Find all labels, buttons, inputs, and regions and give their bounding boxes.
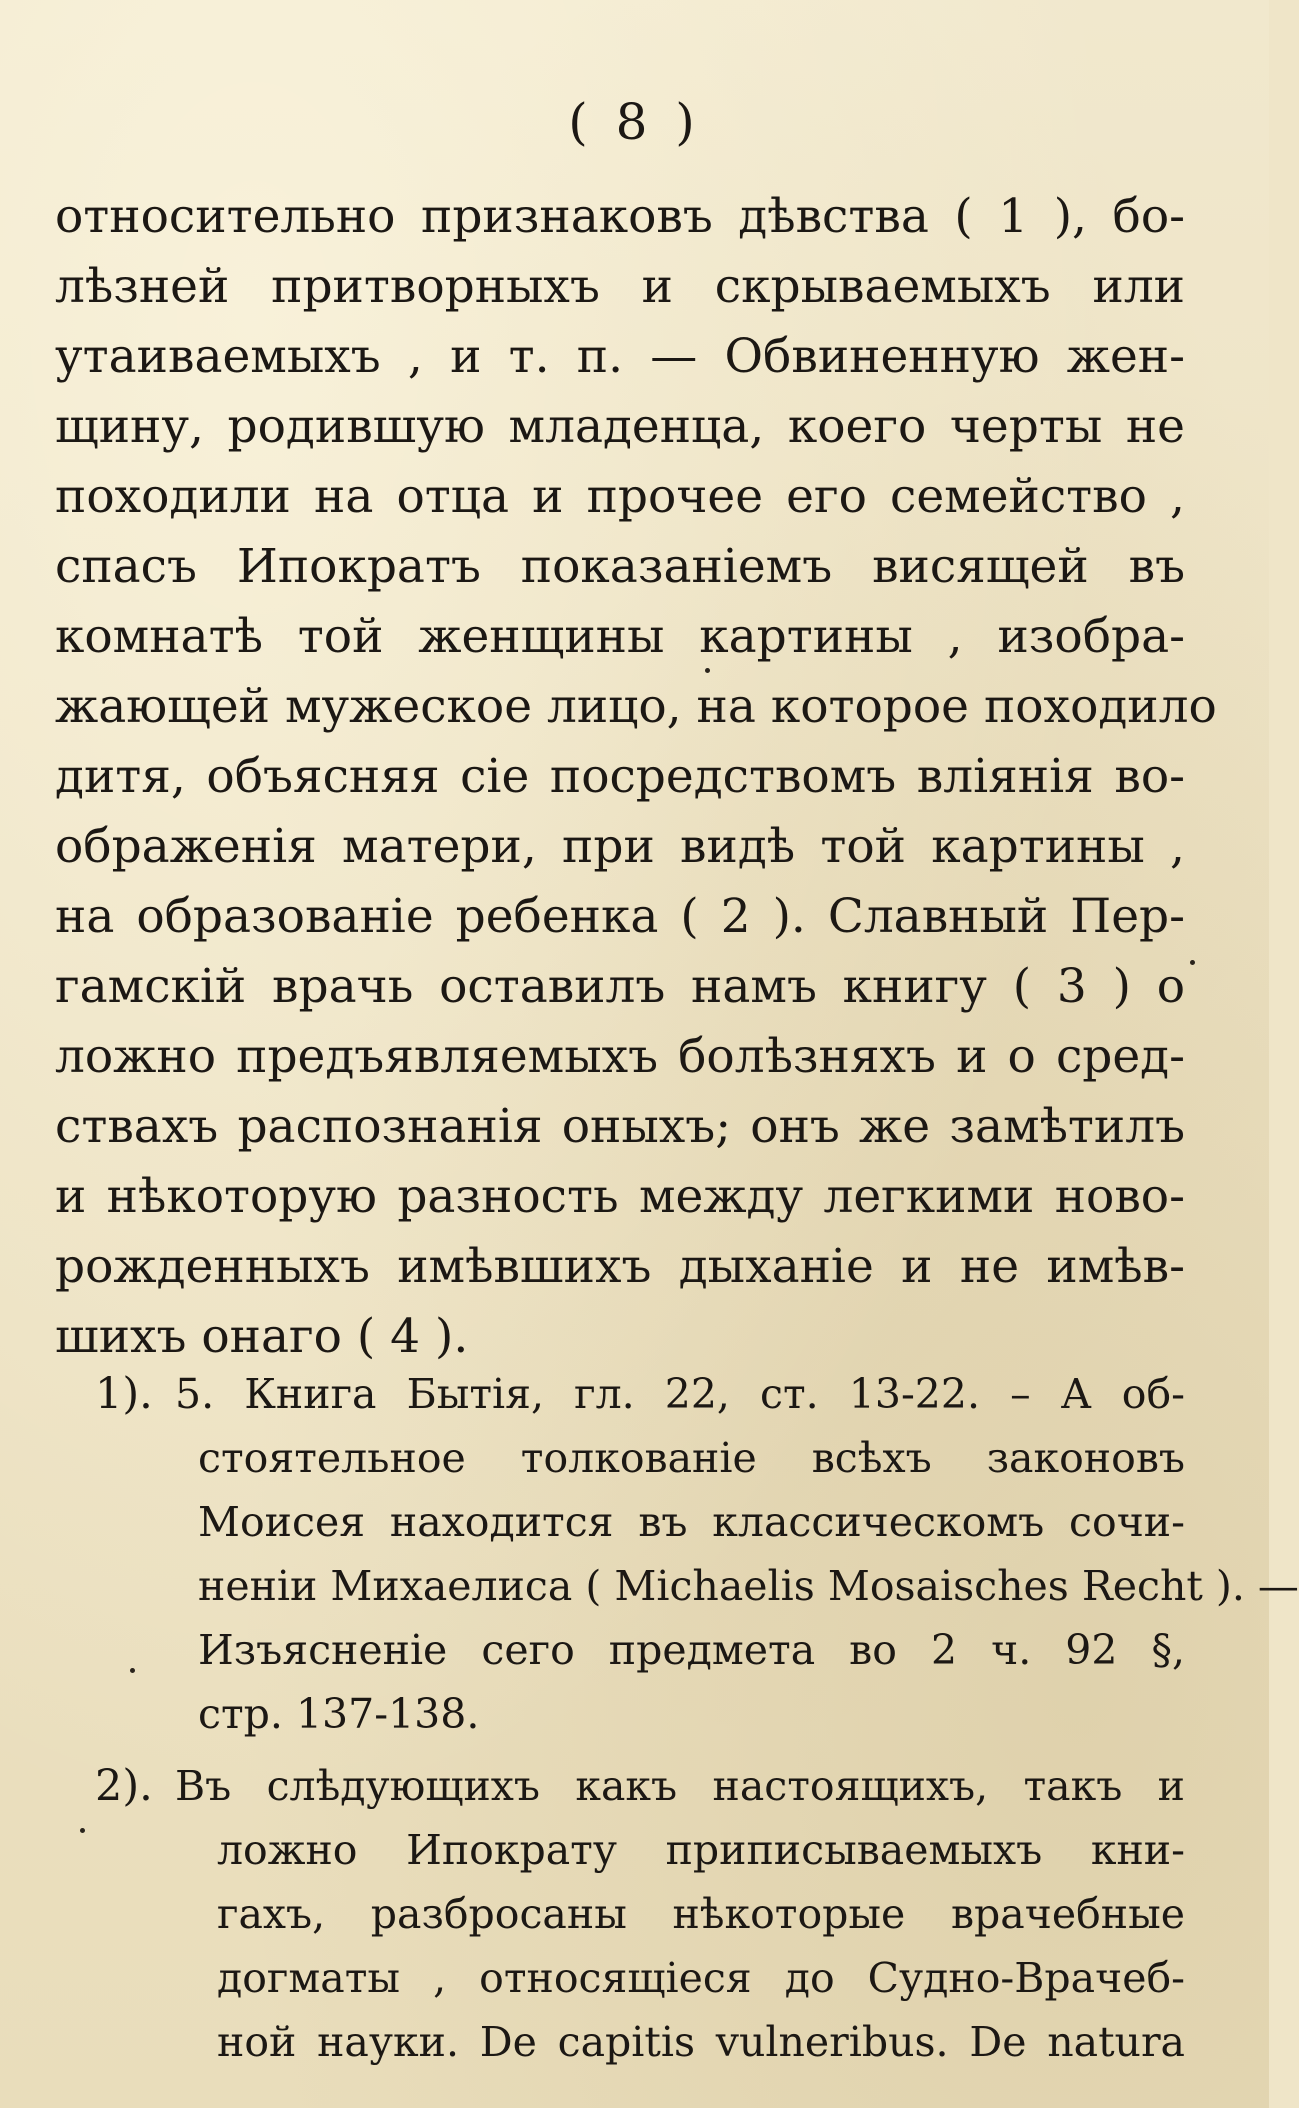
footnote-line: стоятельное толкованіе всѣхъ законовъ [198, 1434, 1185, 1482]
ink-speck [80, 1828, 85, 1833]
footnote-1 [95, 1362, 1299, 1746]
text-line: шихъ онаго ( 4 ). [55, 1309, 469, 1364]
footnote-line: стр. 137-138. [198, 1690, 480, 1738]
text-line: дитя, объясняя сіе посредствомъ вліянія во- [55, 749, 1185, 804]
footnotes [95, 1362, 1299, 2082]
footnote-line: Изъясненіе сего предмета во 2 ч. 92 §, [198, 1626, 1185, 1674]
footnote-line: ной науки. De capitis vulneribus. De natura [217, 2018, 1185, 2066]
text-line: спасъ Ипократъ показаніемъ висящей въ [55, 539, 1185, 594]
text-line: комнатѣ той женщины картины , изобра- [55, 609, 1185, 664]
ink-speck [1190, 960, 1195, 965]
footnote-line: догматы , относящіеся до Судно-Врачеб- [217, 1954, 1185, 2002]
page-number: ( 8 ) [568, 93, 701, 151]
text-line: лѣзней притворныхъ и скрываемыхъ или [55, 259, 1185, 314]
footnote-marker: 1). [95, 1369, 153, 1419]
footnote-marker: 2). [95, 1761, 153, 1811]
text-line: жающей мужеское лицо, на которое походило [55, 679, 1217, 734]
footnote-2 [95, 1754, 1185, 2074]
text-line: относительно признаковъ дѣвства ( 1 ), бо- [55, 189, 1185, 244]
footnote-line: неніи Михаелиса ( Michaelis Mosaisches Recht ). — [198, 1562, 1299, 1610]
text-line: утаиваемыхъ , и т. п. — Обвиненную жен- [55, 329, 1185, 384]
text-line: ствахъ распознанія оныхъ; онъ же замѣтилъ [55, 1099, 1185, 1154]
text-line: гамскій врачь оставилъ намъ книгу ( 3 ) о [55, 959, 1185, 1014]
footnote-line: Въ слѣдующихъ какъ настоящихъ, такъ и [175, 1762, 1185, 1810]
footnote-line: ложно Ипократу приписываемыхъ кни- [217, 1826, 1185, 1874]
ink-speck [130, 1668, 135, 1673]
text-line: на образованіе ребенка ( 2 ). Славный Пер- [55, 889, 1185, 944]
text-line: и нѣкоторую разность между легкими ново- [55, 1169, 1185, 1224]
ink-speck [705, 668, 710, 673]
text-line: ображенія матери, при видѣ той картины , [55, 819, 1185, 874]
text-line: рожденныхъ имѣвшихъ дыханіе и не имѣв- [55, 1239, 1185, 1294]
main-text-block [55, 182, 1217, 1372]
footnote-line: 5. Книга Бытія, гл. 22, ст. 13-22. – А об- [175, 1370, 1185, 1418]
footnote-line: гахъ, разбросаны нѣкоторые врачебные [217, 1890, 1185, 1938]
footnote-line: Моисея находится въ классическомъ сочи- [198, 1498, 1185, 1546]
text-line: походили на отца и прочее его семейство , [55, 469, 1185, 524]
text-line: щину, родившую младенца, коего черты не [55, 399, 1185, 454]
text-line: ложно предъявляемыхъ болѣзняхъ и о сред- [55, 1029, 1185, 1084]
